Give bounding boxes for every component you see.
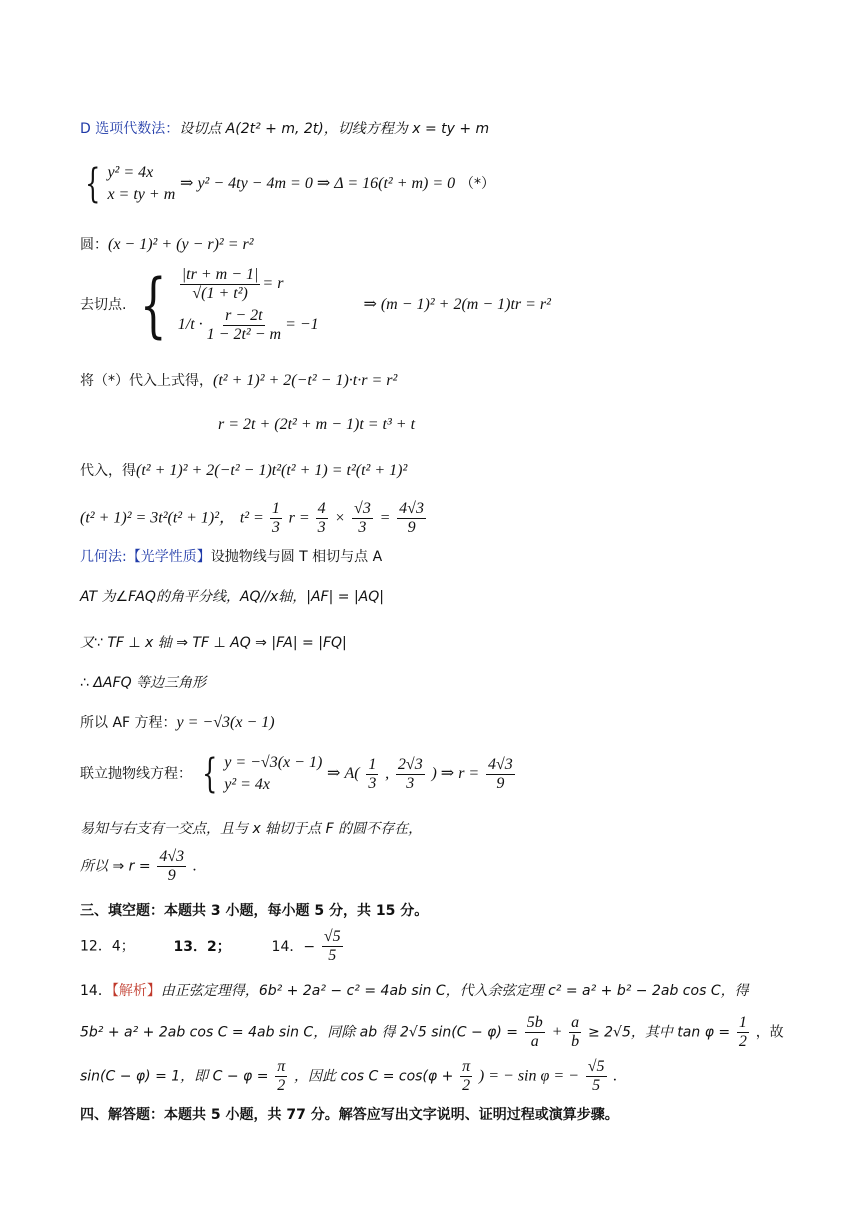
line-r-expression: r = 2t + (2t² + m − 1)t = t³ + t	[218, 416, 416, 433]
line-substitute: 将（*）代入上式得，(t² + 1)² + 2(−t² − 1)·t·r = r²	[80, 372, 398, 389]
line-conclusion: 所以 ⇒ r = $\frac{4√3}{9}$ .	[80, 848, 197, 884]
line-tangent-system: 去切点. { $\frac{|tr + m - 1|}{\text{√(1 + t²)}}$ = r 1/t · $\frac{r - 2t}{\text{1 − 2t² − m}}$ = −1 ⇒ (m − 1)² + 2(m − 1)tr = r²	[80, 264, 551, 346]
line-d-option: D 选项代数法：设切点 A(2t² + m, 2t)，切线方程为 x = ty + m	[80, 121, 490, 137]
line-perpendicular: 又∵ TF ⊥ x 轴 ⇒ TF ⊥ AQ ⇒ |FA| = |FQ|	[80, 635, 347, 651]
line-equilateral: ∴ ΔAFQ 等边三角形	[80, 675, 207, 691]
line-analysis-14: 14．【解析】由正弦定理得，6b² + 2a² − c² = 4ab sin C，代入余弦定理 c² = a² + b² − 2ab cos C，得	[80, 983, 749, 999]
line-circle: 圆：(x − 1)² + (y − r)² = r²	[80, 236, 254, 253]
line-nonexistence: 易知与右支有一交点，且与 x 轴切于点 F 的圆不存在，	[80, 821, 423, 837]
equation-system: { y² = 4x x = ty + m	[85, 161, 176, 207]
line-system-1: { y² = 4x x = ty + m ⇒ y² − 4ty − 4m = 0 ⇒ Δ = 16(t² + m) = 0 （*）	[80, 162, 495, 206]
line-substitute-2: 代入，得(t² + 1)² + 2(−t² − 1)t²(t² + 1) = t²(t² + 1)²	[80, 462, 408, 479]
section-heading-solutions: 四、解答题：本题共 5 小题，共 77 分。解答应写出文字说明、证明过程或演算步骤。	[80, 1107, 619, 1123]
line-joint-equation: 联立抛物线方程： { y = −√3(x − 1) y² = 4x ⇒ A( $\frac{1}{3}$ , $\frac{2√3}{3}$ ) ⇒ r = $\frac{4√3}{9}$	[80, 751, 513, 797]
section-heading-fill-in: 三、填空题：本题共 3 小题，每小题 5 分，共 15 分。	[80, 903, 429, 919]
line-geometry-method: 几何法:【光学性质】设抛物线与圆 T 相切与点 A	[80, 549, 383, 565]
line-answers: 12．4； 13．2； 14．− $\frac{√5}{5}$	[80, 928, 341, 964]
line-analysis-14-result: sin(C − φ) = 1，即 C − φ = $\frac{\pi}{2}$ ，因此 cos C = cos(φ + $\frac{\pi}{2}$ ) = − sin φ = − $\frac{√5}{5}$ .	[80, 1058, 618, 1094]
line-angle-bisector: AT 为∠FAQ的角平分线，AQ//x轴，|AF| = |AQ|	[80, 589, 384, 605]
line-solve-t: (t² + 1)² = 3t²(t² + 1)²， t² = $\frac{1}{3}$ r = $\frac{4}{3}$ × $\frac{√3}{3}$ = $\frac{4√3}{9}$	[80, 500, 424, 536]
line-af-equation: 所以 AF 方程：y = −√3(x − 1)	[80, 714, 275, 731]
line-analysis-14-cont: 5b² + a² + 2ab cos C = 4ab sin C，同除 ab 得 2√5 sin(C − φ) = $\frac{5b}{a}$ + $\frac{a}{b}$ ≥ 2√5，其中 tan φ = $\frac{1}{2}$ ，故	[80, 1014, 784, 1050]
